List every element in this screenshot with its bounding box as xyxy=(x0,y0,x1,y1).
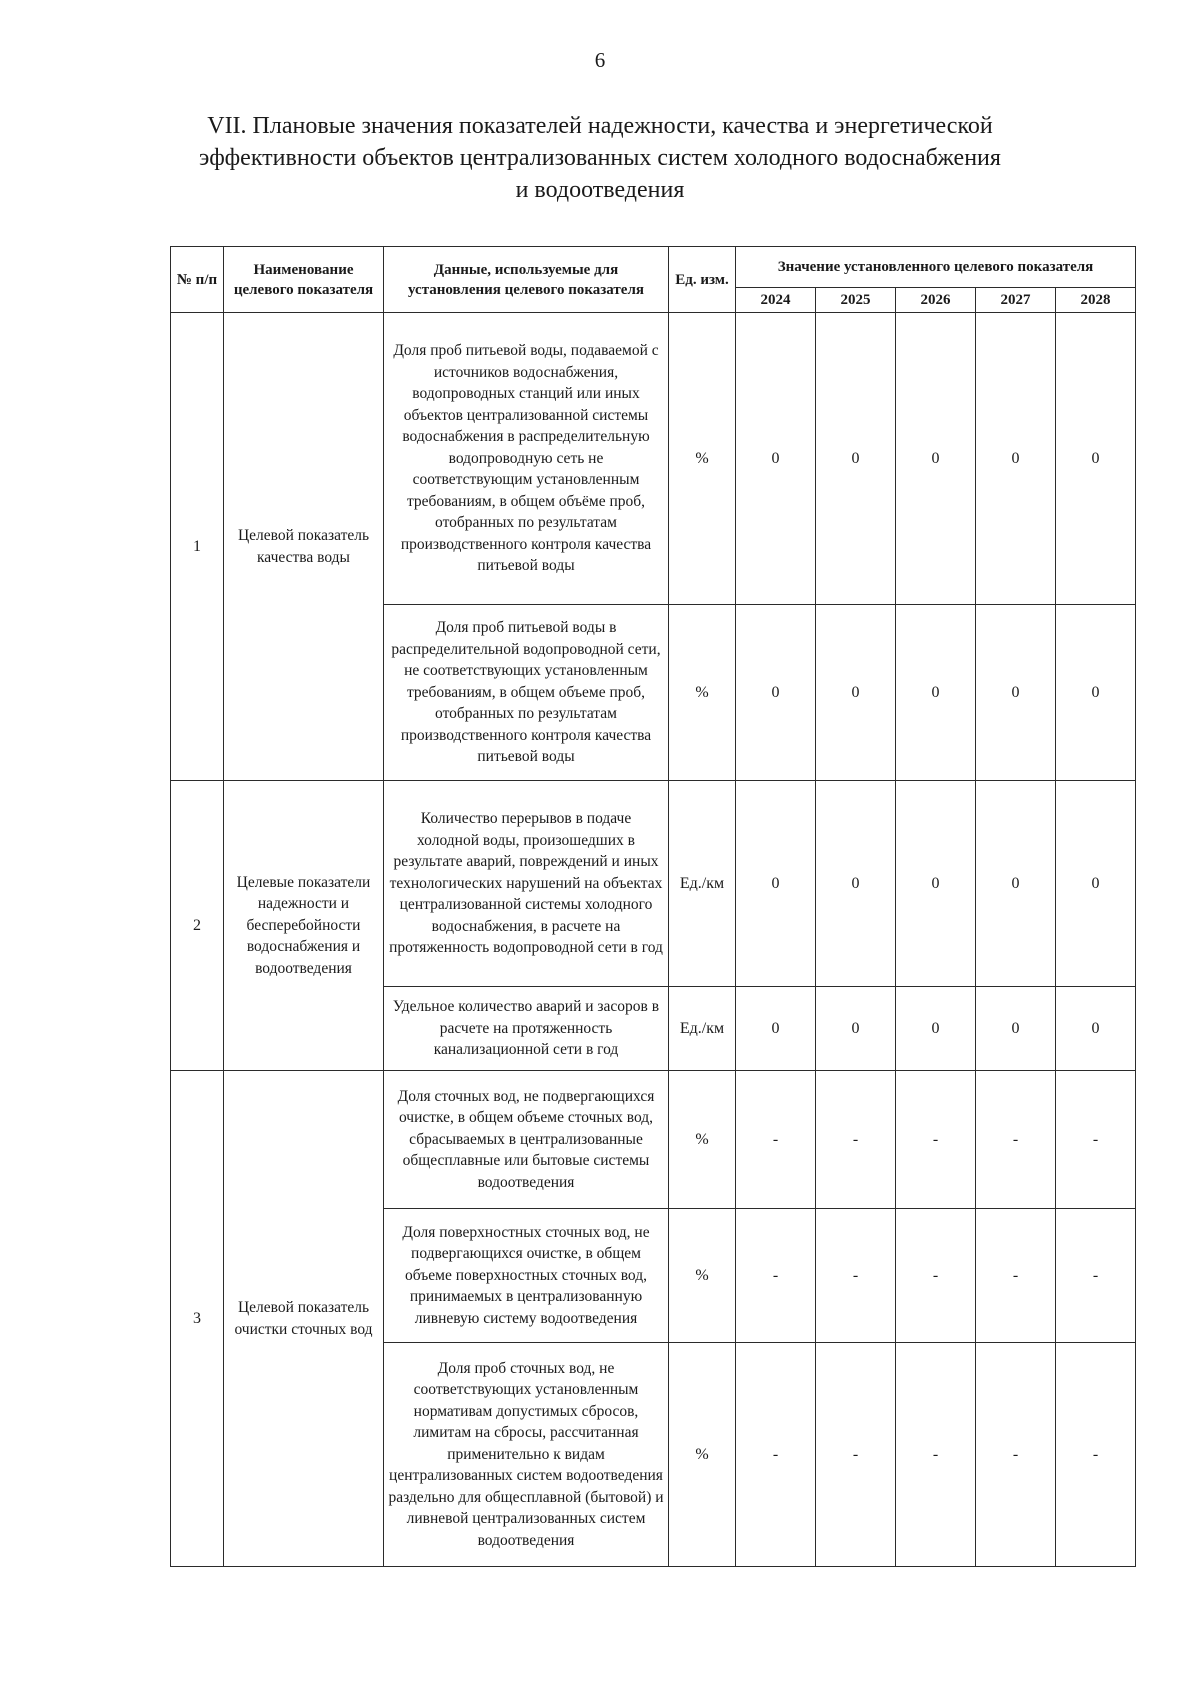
heading-line: эффективности объектов централизованных систем холодного водоснабжения xyxy=(199,145,1001,171)
value-cell: - xyxy=(736,1209,816,1343)
value-cell: - xyxy=(816,1343,896,1567)
header-num: № п/п xyxy=(171,247,224,313)
table-row xyxy=(171,1071,1136,1209)
page-number: 6 xyxy=(594,48,606,72)
unit-cell: % xyxy=(669,1209,736,1343)
row-number: 2 xyxy=(171,781,224,1071)
value-cell: - xyxy=(896,1209,976,1343)
indicator-data: Доля проб питьевой воды в распределительной водопроводной сети, не соответствующих установленным требованиям, в общем объеме проб, отобранных по результатам производственного контроля качества питьевой воды xyxy=(384,605,669,781)
heading-line: VII. Плановые значения показателей надежности, качества и энергетической xyxy=(207,113,993,139)
header-data: Данные, используемые для установления целевого показателя xyxy=(384,247,669,313)
value-cell: 0 xyxy=(816,313,896,605)
header-year: 2027 xyxy=(976,288,1056,313)
value-cell: 0 xyxy=(976,987,1056,1071)
indicator-data: Количество перерывов в подаче холодной воды, произошедших в результате аварий, повреждений и иных технологических нарушений на объектах централизованной системы холодного водоснабжения, в расчете на протяженность водопроводной сети в год xyxy=(384,781,669,987)
value-cell: 0 xyxy=(816,605,896,781)
value-cell: 0 xyxy=(976,313,1056,605)
indicator-name: Целевой показатель качества воды xyxy=(224,313,384,781)
indicator-data: Доля проб питьевой воды, подаваемой с источников водоснабжения, водопроводных станций или иных объектов централизованной системы водоснабжения в распределительную водопроводную сеть не соответствующим установленным требованиям, в общем объёме проб, отобранных по результатам производственного контроля качества питьевой воды xyxy=(384,313,669,605)
row-number: 1 xyxy=(171,313,224,781)
header-unit: Ед. изм. xyxy=(669,247,736,313)
unit-cell: % xyxy=(669,1071,736,1209)
header-year: 2026 xyxy=(896,288,976,313)
header-row xyxy=(171,247,1136,288)
section-heading xyxy=(150,110,1050,206)
value-cell: - xyxy=(736,1071,816,1209)
indicator-data: Доля поверхностных сточных вод, не подвергающихся очистке, в общем объеме поверхностных сточных вод, принимаемых в централизованную ливневую систему водоотведения xyxy=(384,1209,669,1343)
value-cell: 0 xyxy=(736,605,816,781)
unit-cell: % xyxy=(669,1343,736,1567)
header-values: Значение установленного целевого показателя xyxy=(736,247,1136,288)
row-number: 3 xyxy=(171,1071,224,1567)
value-cell: - xyxy=(816,1209,896,1343)
table-row xyxy=(171,781,1136,987)
value-cell: - xyxy=(976,1209,1056,1343)
value-cell: - xyxy=(736,1343,816,1567)
header-year: 2025 xyxy=(816,288,896,313)
value-cell: 0 xyxy=(896,605,976,781)
unit-cell: Ед./км xyxy=(669,987,736,1071)
value-cell: 0 xyxy=(1056,605,1136,781)
indicator-data: Удельное количество аварий и засоров в расчете на протяженность канализационной сети в год xyxy=(384,987,669,1071)
value-cell: - xyxy=(976,1343,1056,1567)
value-cell: 0 xyxy=(1056,987,1136,1071)
unit-cell: Ед./км xyxy=(669,781,736,987)
value-cell: - xyxy=(1056,1071,1136,1209)
value-cell: - xyxy=(816,1071,896,1209)
heading-line: и водоотведения xyxy=(515,177,685,203)
value-cell: 0 xyxy=(896,781,976,987)
indicator-data: Доля сточных вод, не подвергающихся очистке, в общем объеме сточных вод, сбрасываемых в централизованные общесплавные или бытовые системы водоотведения xyxy=(384,1071,669,1209)
value-cell: - xyxy=(896,1071,976,1209)
value-cell: 0 xyxy=(736,313,816,605)
value-cell: 0 xyxy=(736,781,816,987)
value-cell: 0 xyxy=(736,987,816,1071)
header-year: 2024 xyxy=(736,288,816,313)
value-cell: - xyxy=(1056,1209,1136,1343)
value-cell: 0 xyxy=(1056,313,1136,605)
value-cell: 0 xyxy=(816,781,896,987)
indicators-table xyxy=(170,246,1136,1567)
value-cell: 0 xyxy=(976,781,1056,987)
value-cell: 0 xyxy=(1056,781,1136,987)
unit-cell: % xyxy=(669,605,736,781)
value-cell: 0 xyxy=(816,987,896,1071)
indicator-name: Целевые показатели надежности и бесперебойности водоснабжения и водоотведения xyxy=(224,781,384,1071)
value-cell: 0 xyxy=(976,605,1056,781)
value-cell: 0 xyxy=(896,313,976,605)
header-year: 2028 xyxy=(1056,288,1136,313)
value-cell: - xyxy=(896,1343,976,1567)
value-cell: 0 xyxy=(896,987,976,1071)
value-cell: - xyxy=(976,1071,1056,1209)
value-cell: - xyxy=(1056,1343,1136,1567)
table-row xyxy=(171,313,1136,605)
unit-cell: % xyxy=(669,313,736,605)
indicator-data: Доля проб сточных вод, не соответствующих установленным нормативам допустимых сбросов, лимитам на сбросы, рассчитанная применительно к видам централизованных систем водоотведения раздельно для общесплавной (бытовой) и ливневой централизованных систем водоотведения xyxy=(384,1343,669,1567)
indicator-name: Целевой показатель очистки сточных вод xyxy=(224,1071,384,1567)
header-name: Наименование целевого показателя xyxy=(224,247,384,313)
